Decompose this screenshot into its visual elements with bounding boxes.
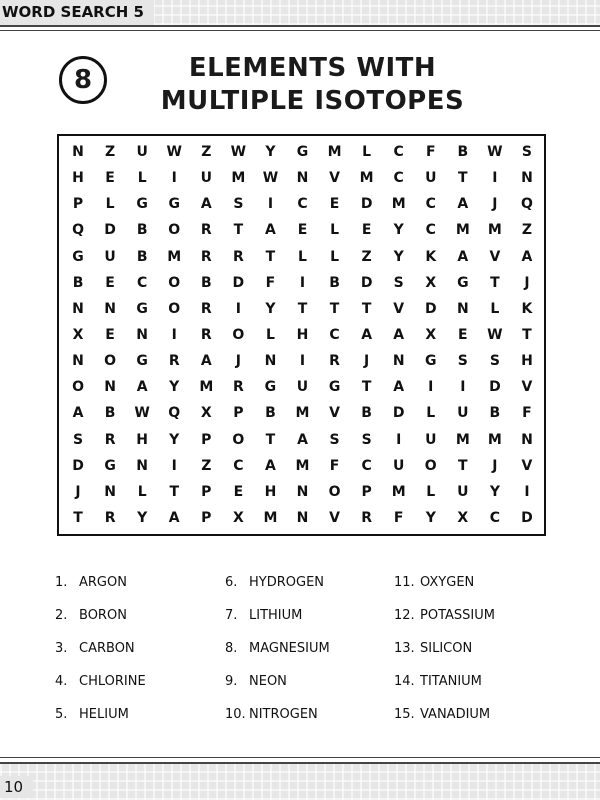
grid-letter[interactable]: F — [329, 457, 340, 474]
grid-letter[interactable]: D — [489, 379, 501, 396]
grid-letter[interactable]: X — [457, 509, 469, 526]
grid-letter[interactable]: D — [360, 274, 373, 291]
grid-letter[interactable]: A — [457, 196, 469, 213]
grid-letter[interactable]: G — [425, 353, 437, 370]
word-search-grid — [62, 139, 543, 531]
grid-letter[interactable]: T — [169, 483, 179, 500]
grid-letter[interactable]: H — [136, 431, 149, 448]
grid-letter[interactable]: C — [137, 274, 148, 291]
grid-letter[interactable]: M — [455, 222, 470, 239]
grid-letter[interactable]: Y — [137, 509, 148, 526]
grid-letter[interactable]: L — [426, 405, 436, 422]
grid-letter[interactable]: O — [104, 353, 117, 370]
puzzle-number-badge: 8 — [59, 56, 107, 104]
grid-letter[interactable]: V — [521, 379, 533, 396]
grid-letter[interactable]: L — [330, 222, 340, 239]
word-text: ARGON — [79, 575, 127, 590]
grid-letter[interactable]: W — [134, 405, 150, 422]
word-list — [55, 566, 575, 736]
word-list-item — [225, 599, 395, 632]
grid-letter[interactable]: T — [233, 222, 244, 239]
grid-letter[interactable]: H — [521, 353, 533, 370]
word-text: CARBON — [79, 641, 135, 656]
grid-letter[interactable]: G — [104, 457, 116, 474]
word-text: TITANIUM — [420, 674, 482, 689]
grid-letter[interactable]: J — [364, 353, 370, 370]
grid-letter[interactable]: B — [329, 274, 340, 291]
grid-letter[interactable]: S — [489, 353, 500, 370]
grid-letter[interactable]: E — [105, 170, 115, 187]
grid-letter[interactable]: M — [487, 431, 502, 448]
grid-letter[interactable]: I — [299, 274, 306, 291]
grid-letter[interactable]: W — [487, 144, 503, 161]
grid-letter[interactable]: K — [425, 248, 437, 265]
grid-letter[interactable]: B — [104, 405, 116, 422]
grid-letter[interactable]: Q — [521, 196, 533, 213]
grid-letter[interactable]: N — [136, 326, 149, 343]
word-text: LITHIUM — [249, 608, 303, 623]
word-list-column-1 — [55, 566, 225, 731]
word-text: POTASSIUM — [420, 608, 495, 623]
grid-letter[interactable]: U — [136, 144, 148, 161]
grid-letter[interactable]: N — [136, 457, 149, 474]
grid-letter[interactable]: E — [458, 326, 468, 343]
grid-letter[interactable]: U — [296, 379, 309, 396]
grid-letter[interactable]: B — [489, 405, 501, 422]
grid-letter[interactable]: E — [233, 483, 244, 500]
grid-letter[interactable]: Z — [105, 144, 116, 161]
grid-letter[interactable]: I — [428, 379, 434, 396]
grid-letter[interactable]: D — [360, 196, 373, 213]
grid-letter[interactable]: A — [72, 405, 84, 422]
grid-letter[interactable]: N — [296, 509, 309, 526]
grid-letter[interactable]: N — [72, 144, 84, 161]
grid-letter[interactable]: R — [200, 248, 212, 265]
grid-letter[interactable]: V — [329, 405, 340, 422]
grid-letter[interactable]: L — [137, 170, 147, 187]
grid-letter[interactable]: A — [168, 509, 180, 526]
word-list-item — [394, 698, 564, 731]
word-text: HYDROGEN — [249, 575, 325, 590]
grid-letter[interactable]: A — [265, 222, 276, 239]
word-list-item — [225, 698, 395, 731]
grid-letter[interactable]: Z — [361, 248, 372, 265]
grid-letter[interactable]: S — [457, 353, 468, 370]
grid-letter[interactable]: O — [72, 379, 84, 396]
grid-letter[interactable]: R — [104, 509, 116, 526]
word-text: VANADIUM — [420, 707, 491, 722]
grid-letter[interactable]: I — [267, 196, 274, 213]
grid-letter[interactable]: W — [166, 144, 182, 161]
word-number: 6. — [225, 575, 238, 590]
grid-letter[interactable]: L — [137, 483, 147, 500]
grid-letter[interactable]: M — [391, 196, 406, 213]
grid-letter[interactable]: S — [329, 431, 340, 448]
word-text: BORON — [79, 608, 127, 623]
word-number: 13. — [394, 641, 415, 656]
grid-letter[interactable]: U — [200, 170, 212, 187]
grid-letter[interactable]: T — [265, 248, 276, 265]
word-list-item — [225, 566, 395, 599]
grid-letter[interactable]: A — [393, 326, 405, 343]
grid-letter[interactable]: E — [105, 326, 115, 343]
grid-letter[interactable]: C — [425, 196, 436, 213]
grid-letter[interactable]: O — [168, 274, 181, 291]
grid-letter[interactable]: C — [489, 509, 501, 526]
grid-letter[interactable]: H — [296, 326, 309, 343]
grid-letter[interactable]: N — [296, 170, 309, 187]
grid-letter[interactable]: Z — [201, 457, 212, 474]
word-search-grid-frame — [57, 134, 546, 536]
grid-letter[interactable]: P — [361, 483, 372, 500]
grid-letter[interactable]: H — [72, 170, 84, 187]
grid-letter[interactable]: M — [327, 144, 342, 161]
grid-letter[interactable]: J — [75, 483, 81, 500]
grid-letter[interactable]: O — [168, 300, 181, 317]
grid-letter[interactable]: V — [329, 170, 340, 187]
title-line-1: ELEMENTS WITH — [188, 53, 437, 83]
grid-letter[interactable]: F — [522, 405, 532, 422]
puzzle-title — [140, 52, 485, 118]
grid-letter[interactable]: L — [298, 248, 307, 265]
grid-letter[interactable]: V — [489, 248, 501, 265]
grid-letter[interactable]: T — [490, 274, 500, 291]
grid-letter[interactable]: U — [425, 170, 437, 187]
grid-letter[interactable]: Y — [425, 509, 436, 526]
grid-letter[interactable]: M — [391, 483, 406, 500]
grid-letter[interactable]: N — [296, 483, 309, 500]
word-text: NITROGEN — [249, 707, 318, 722]
grid-letter[interactable]: N — [521, 170, 533, 187]
word-number: 7. — [225, 608, 238, 623]
grid-letter[interactable]: P — [201, 431, 212, 448]
grid-letter[interactable]: R — [200, 326, 212, 343]
grid-letter[interactable]: U — [393, 457, 405, 474]
grid-letter[interactable]: P — [201, 483, 212, 500]
word-text: CHLORINE — [79, 674, 146, 689]
grid-letter[interactable]: T — [329, 300, 340, 317]
grid-letter[interactable]: U — [457, 405, 469, 422]
grid-letter[interactable]: G — [168, 196, 180, 213]
grid-letter[interactable]: I — [492, 170, 498, 187]
grid-letter[interactable]: T — [73, 509, 83, 526]
grid-letter[interactable]: X — [200, 405, 212, 422]
grid-letter[interactable]: W — [262, 170, 279, 187]
grid-letter[interactable]: G — [136, 353, 148, 370]
grid-letter[interactable]: R — [168, 353, 180, 370]
grid-letter[interactable]: M — [167, 248, 182, 265]
grid-letter[interactable]: A — [200, 196, 212, 213]
grid-letter[interactable]: F — [425, 144, 436, 161]
grid-letter[interactable]: N — [72, 300, 84, 317]
word-list-column-2 — [225, 566, 395, 731]
grid-letter[interactable]: X — [425, 326, 437, 343]
grid-letter[interactable]: G — [136, 196, 148, 213]
grid-letter[interactable]: I — [396, 431, 402, 448]
word-number: 4. — [55, 674, 68, 689]
grid-letter[interactable]: M — [295, 405, 310, 422]
word-number: 1. — [55, 575, 68, 590]
grid-letter[interactable]: C — [361, 457, 372, 474]
grid-letter[interactable]: N — [104, 379, 116, 396]
grid-letter[interactable]: I — [171, 326, 177, 343]
grid-letter[interactable]: X — [72, 326, 84, 343]
word-number: 8. — [225, 641, 238, 656]
grid-letter[interactable]: J — [492, 196, 498, 213]
grid-letter[interactable]: C — [329, 326, 340, 343]
grid-letter[interactable]: H — [264, 483, 277, 500]
grid-letter[interactable]: C — [297, 196, 308, 213]
grid-letter[interactable]: B — [136, 248, 148, 265]
word-number: 5. — [55, 707, 68, 722]
grid-letter[interactable]: V — [393, 300, 405, 317]
grid-letter[interactable]: U — [104, 248, 116, 265]
grid-letter[interactable]: G — [296, 144, 309, 161]
grid-letter[interactable]: X — [425, 274, 437, 291]
grid-letter[interactable]: L — [105, 196, 115, 213]
word-list-item — [55, 632, 225, 665]
grid-letter[interactable]: A — [393, 379, 405, 396]
grid-letter[interactable]: T — [458, 170, 468, 187]
grid-letter[interactable]: R — [232, 379, 244, 396]
grid-letter[interactable]: N — [392, 353, 405, 370]
grid-letter[interactable]: M — [359, 170, 374, 187]
grid-letter[interactable]: M — [455, 431, 470, 448]
grid-letter[interactable]: Y — [169, 379, 180, 396]
grid-letter[interactable]: J — [492, 457, 498, 474]
grid-letter[interactable]: Q — [72, 222, 84, 239]
grid-letter[interactable]: A — [361, 326, 373, 343]
grid-letter[interactable]: I — [171, 170, 177, 187]
grid-letter[interactable]: Q — [168, 405, 181, 422]
grid-letter[interactable]: Y — [169, 431, 180, 448]
grid-letter[interactable]: W — [230, 144, 247, 161]
grid-letter[interactable]: T — [522, 326, 532, 343]
grid-letter[interactable]: A — [521, 248, 533, 265]
grid-letter[interactable]: I — [299, 353, 306, 370]
grid-letter[interactable]: S — [233, 196, 244, 213]
grid-letter[interactable]: T — [297, 300, 308, 317]
grid-letter[interactable]: Y — [489, 483, 500, 500]
word-number: 14. — [394, 674, 415, 689]
grid-letter[interactable]: K — [521, 300, 533, 317]
grid-letter[interactable]: O — [168, 222, 181, 239]
grid-letter[interactable]: T — [361, 300, 372, 317]
grid-letter[interactable]: N — [72, 353, 84, 370]
grid-letter[interactable]: D — [521, 509, 533, 526]
grid-letter[interactable]: T — [361, 379, 372, 396]
word-list-item — [55, 599, 225, 632]
grid-letter[interactable]: R — [200, 300, 212, 317]
grid-letter[interactable]: Z — [201, 144, 212, 161]
grid-letter[interactable]: M — [231, 170, 246, 187]
grid-letter[interactable]: V — [329, 509, 340, 526]
grid-letter[interactable]: M — [487, 222, 502, 239]
grid-letter[interactable]: T — [265, 431, 276, 448]
grid-letter[interactable]: S — [521, 144, 532, 161]
grid-letter[interactable]: D — [104, 222, 116, 239]
grid-letter[interactable]: Y — [393, 222, 404, 239]
grid-letter[interactable]: N — [264, 353, 277, 370]
grid-letter[interactable]: E — [329, 196, 340, 213]
grid-letter[interactable]: O — [232, 326, 245, 343]
grid-letter[interactable]: U — [457, 483, 469, 500]
word-number: 10. — [225, 707, 246, 722]
word-list-item — [394, 665, 564, 698]
grid-letter[interactable]: D — [424, 300, 437, 317]
grid-letter[interactable]: G — [264, 379, 277, 396]
grid-letter[interactable]: N — [104, 483, 116, 500]
grid-letter[interactable]: Z — [521, 222, 533, 239]
grid-letter[interactable]: L — [330, 248, 340, 265]
grid-letter[interactable]: S — [361, 431, 372, 448]
grid-letter[interactable]: C — [393, 144, 404, 161]
title-line-2: MULTIPLE ISOTOPES — [160, 86, 465, 116]
grid-letter[interactable]: J — [524, 274, 530, 291]
grid-letter[interactable]: D — [72, 457, 84, 474]
grid-letter[interactable]: P — [201, 509, 212, 526]
grid-letter[interactable]: O — [328, 483, 341, 500]
grid-letter[interactable]: S — [393, 274, 404, 291]
word-list-item — [394, 632, 564, 665]
grid-letter[interactable]: I — [460, 379, 466, 396]
grid-letter[interactable]: I — [235, 300, 241, 317]
grid-letter[interactable]: B — [136, 222, 148, 239]
word-number: 11. — [394, 575, 415, 590]
grid-letter[interactable]: V — [521, 457, 533, 474]
word-list-item — [394, 566, 564, 599]
word-number: 2. — [55, 608, 68, 623]
grid-letter[interactable]: B — [200, 274, 212, 291]
grid-letter[interactable]: J — [235, 353, 241, 370]
footer-band — [0, 762, 600, 800]
word-text: NEON — [249, 674, 287, 689]
grid-letter[interactable]: D — [392, 405, 405, 422]
grid-letter[interactable]: B — [72, 274, 84, 291]
grid-letter[interactable]: A — [297, 431, 308, 448]
word-number: 3. — [55, 641, 68, 656]
grid-letter[interactable]: W — [487, 326, 503, 343]
grid-letter[interactable]: G — [72, 248, 84, 265]
grid-letter[interactable]: T — [458, 457, 468, 474]
word-list-item — [225, 665, 395, 698]
grid-letter[interactable]: R — [104, 431, 116, 448]
grid-letter[interactable]: C — [393, 170, 404, 187]
grid-letter[interactable]: S — [72, 431, 84, 448]
grid-letter[interactable]: N — [104, 300, 116, 317]
word-list-column-3 — [394, 566, 564, 731]
grid-letter[interactable]: B — [265, 405, 276, 422]
grid-letter[interactable]: U — [425, 431, 437, 448]
grid-letter[interactable]: N — [521, 431, 533, 448]
grid-letter[interactable]: F — [393, 509, 404, 526]
grid-letter[interactable]: M — [263, 509, 278, 526]
grid-letter[interactable]: I — [524, 483, 530, 500]
grid-letter[interactable]: E — [105, 274, 115, 291]
grid-letter[interactable]: Y — [265, 144, 276, 161]
word-list-item — [225, 632, 395, 665]
grid-letter[interactable]: B — [361, 405, 372, 422]
grid-letter[interactable]: N — [456, 300, 469, 317]
grid-letter[interactable]: Y — [265, 300, 276, 317]
grid-letter[interactable]: A — [457, 248, 469, 265]
grid-letter[interactable]: A — [136, 379, 148, 396]
word-list-item — [394, 599, 564, 632]
grid-letter[interactable]: C — [233, 457, 244, 474]
grid-letter[interactable]: B — [457, 144, 469, 161]
word-list-item — [55, 566, 225, 599]
grid-letter[interactable]: D — [232, 274, 245, 291]
grid-letter[interactable]: O — [424, 457, 437, 474]
grid-letter[interactable]: L — [362, 144, 372, 161]
grid-letter[interactable]: P — [72, 196, 84, 213]
grid-letter[interactable]: A — [265, 457, 276, 474]
word-text: SILICON — [420, 641, 473, 656]
grid-letter[interactable]: L — [265, 326, 275, 343]
grid-letter[interactable]: R — [200, 222, 212, 239]
grid-letter[interactable]: O — [232, 431, 245, 448]
word-list-item — [55, 698, 225, 731]
grid-letter[interactable]: L — [426, 483, 436, 500]
grid-letter[interactable]: E — [361, 222, 372, 239]
grid-letter[interactable]: E — [297, 222, 308, 239]
word-text: HELIUM — [79, 707, 129, 722]
grid-letter[interactable]: G — [457, 274, 469, 291]
grid-letter[interactable]: P — [233, 405, 244, 422]
grid-letter[interactable]: F — [265, 274, 276, 291]
grid-letter[interactable]: L — [490, 300, 500, 317]
word-number: 9. — [225, 674, 238, 689]
grid-letter[interactable]: R — [361, 509, 373, 526]
grid-letter[interactable]: A — [200, 353, 212, 370]
grid-letter[interactable]: G — [136, 300, 148, 317]
grid-letter[interactable]: M — [199, 379, 214, 396]
page-number: 10 — [0, 776, 33, 798]
grid-letter[interactable]: Y — [393, 248, 404, 265]
word-text: MAGNESIUM — [249, 641, 330, 656]
word-number: 15. — [394, 707, 415, 722]
word-number: 12. — [394, 608, 415, 623]
grid-letter[interactable]: I — [171, 457, 177, 474]
grid-letter[interactable]: R — [329, 353, 340, 370]
grid-letter[interactable]: C — [425, 222, 436, 239]
grid-letter[interactable]: R — [232, 248, 244, 265]
word-list-item — [55, 665, 225, 698]
grid-letter[interactable]: G — [328, 379, 341, 396]
section-label: WORD SEARCH 5 — [0, 0, 154, 25]
grid-letter[interactable]: M — [295, 457, 310, 474]
grid-letter[interactable]: X — [232, 509, 244, 526]
word-text: OXYGEN — [420, 575, 475, 590]
